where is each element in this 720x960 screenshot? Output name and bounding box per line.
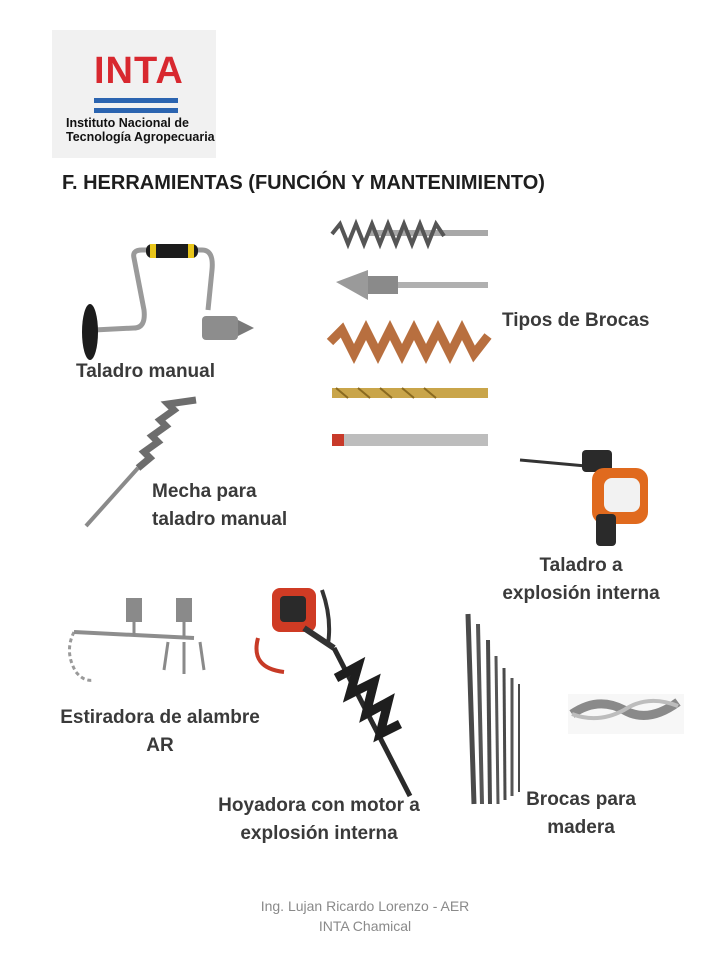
logo-stripe bbox=[94, 98, 178, 103]
wood-drill-bits-set-image bbox=[462, 612, 526, 808]
logo-name-line: Instituto Nacional de bbox=[66, 116, 189, 130]
label-hoyadora bbox=[206, 792, 432, 848]
label-estiradora bbox=[44, 704, 276, 760]
label-line: madera bbox=[547, 817, 615, 838]
hand-brace-drill-image bbox=[74, 240, 259, 365]
label-line: Hoyadora con motor a bbox=[218, 795, 420, 816]
label-taladro-explosion bbox=[494, 552, 668, 608]
label-line: Estiradora de alambre bbox=[60, 707, 260, 728]
wire-stretcher-image bbox=[50, 592, 210, 684]
single-wood-drill-bit-image bbox=[568, 684, 684, 736]
label-line: taladro manual bbox=[152, 509, 288, 530]
logo-stripe bbox=[94, 108, 178, 113]
label-line: explosión interna bbox=[240, 823, 398, 844]
label-line: explosión interna bbox=[502, 583, 660, 604]
inta-logo bbox=[52, 30, 216, 158]
page-title: F. HERRAMIENTAS (FUNCIÓN Y MANTENIMIENTO) bbox=[62, 172, 545, 194]
footer-line: Ing. Lujan Ricardo Lorenzo - AER bbox=[260, 898, 470, 914]
label-line: Taladro a bbox=[539, 555, 623, 576]
label-tipos-brocas: Tipos de Brocas bbox=[502, 310, 650, 331]
footer-line: INTA Chamical bbox=[318, 918, 412, 934]
footer-credit bbox=[230, 896, 500, 936]
label-mecha bbox=[152, 478, 287, 534]
drill-bit-types-image bbox=[328, 222, 490, 454]
label-line: AR bbox=[146, 735, 174, 756]
logo-institution-name bbox=[66, 116, 216, 144]
label-line: Brocas para bbox=[526, 789, 636, 810]
logo-brand-text: INTA bbox=[94, 50, 184, 92]
engine-drill-image bbox=[516, 444, 651, 554]
label-taladro-manual: Taladro manual bbox=[76, 361, 216, 382]
post-hole-digger-image bbox=[250, 578, 420, 800]
logo-name-line: Tecnología Agropecuaria bbox=[66, 130, 215, 144]
label-line: Mecha para bbox=[152, 481, 257, 502]
label-brocas-madera bbox=[504, 786, 658, 842]
